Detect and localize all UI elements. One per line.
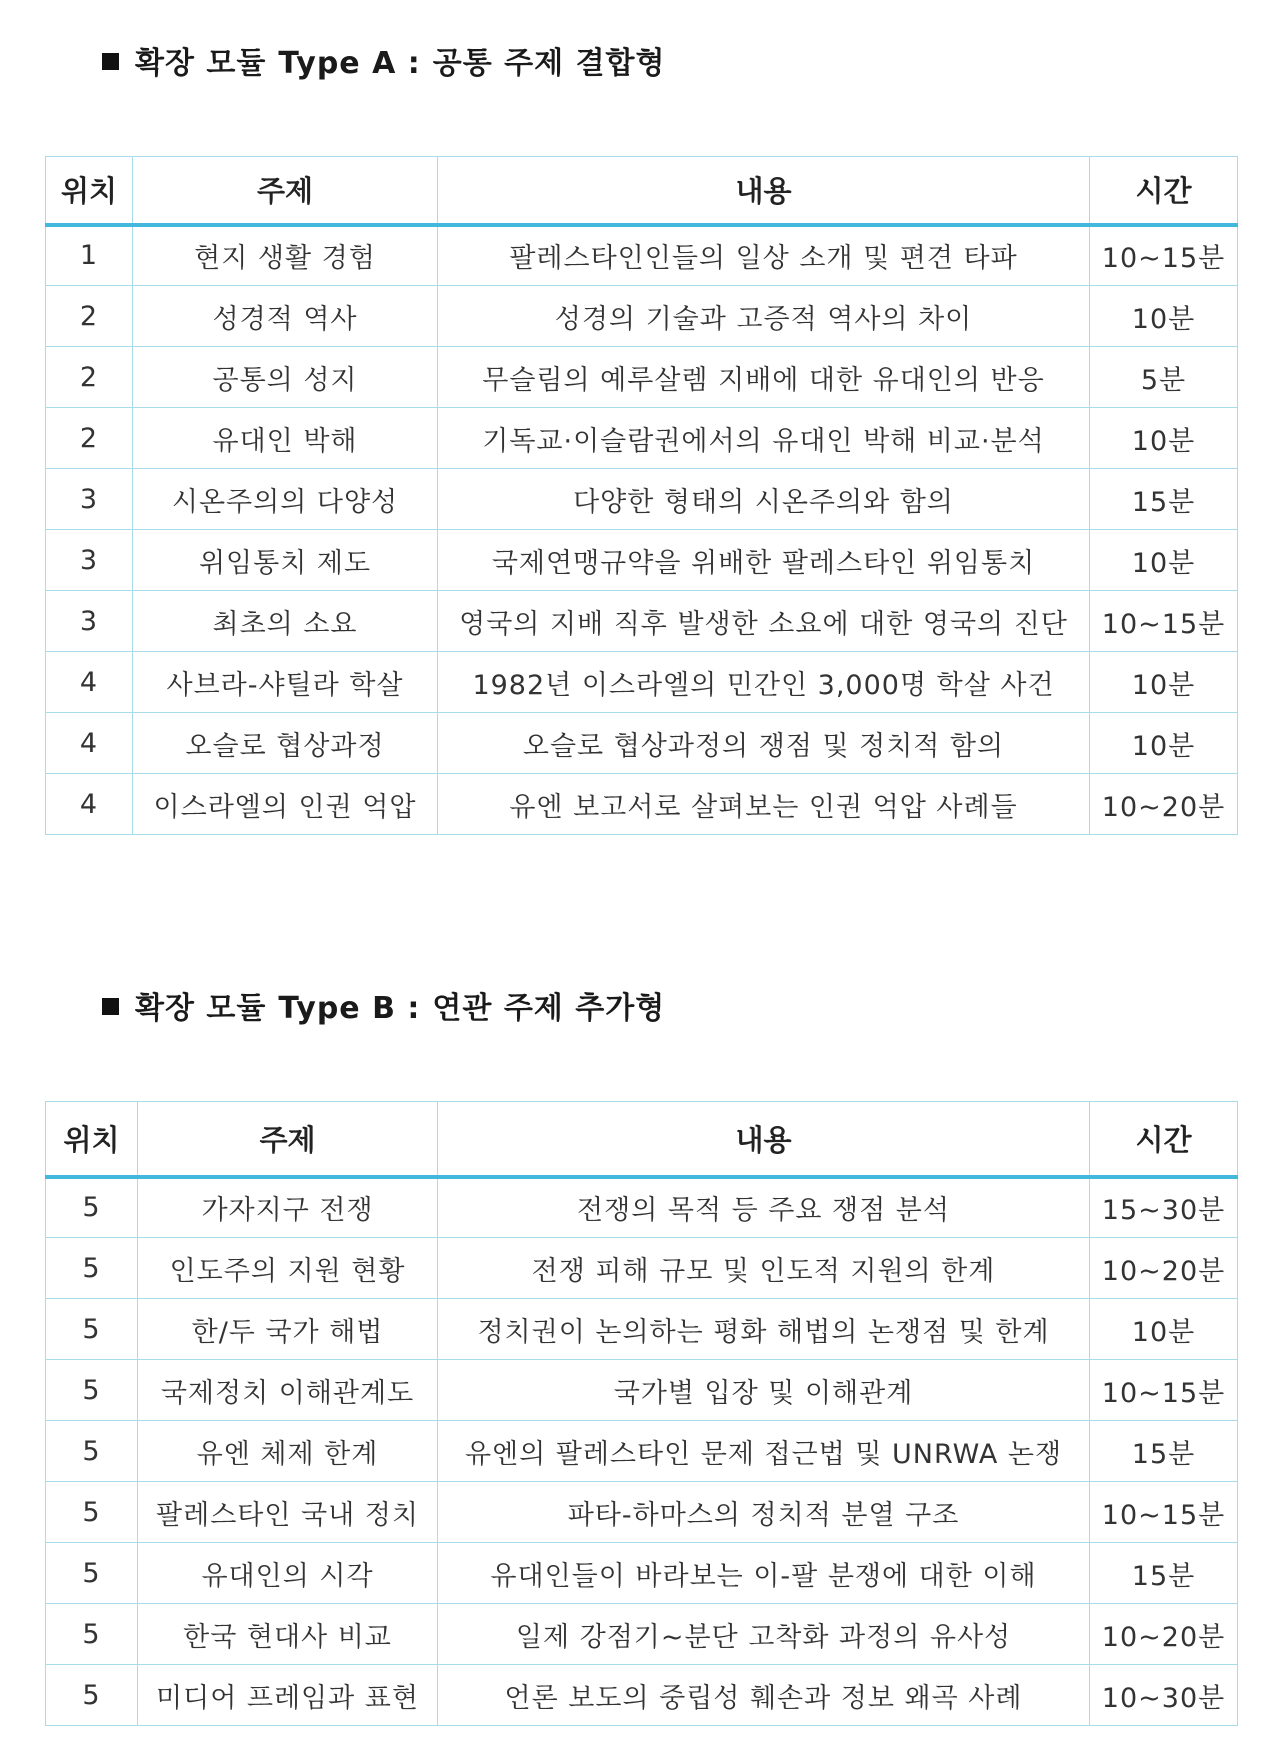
cell-position: 4 <box>46 774 133 835</box>
cell-topic: 최초의 소요 <box>133 591 438 652</box>
cell-content: 무슬림의 예루살렘 지배에 대한 유대인의 반응 <box>438 347 1090 408</box>
cell-topic: 현지 생활 경험 <box>133 225 438 286</box>
cell-time: 15분 <box>1090 1421 1238 1482</box>
square-bullet-icon <box>102 998 119 1015</box>
cell-content: 팔레스타인인들의 일상 소개 및 편견 타파 <box>438 225 1090 286</box>
cell-content: 언론 보도의 중립성 훼손과 정보 왜곡 사례 <box>438 1665 1090 1726</box>
cell-topic: 미디어 프레임과 표현 <box>138 1665 438 1726</box>
cell-topic: 한/두 국가 해법 <box>138 1299 438 1360</box>
module-a-table <box>45 156 1238 835</box>
column-header-topic: 주제 <box>133 157 438 225</box>
column-header-time: 시간 <box>1090 1102 1238 1177</box>
table-row <box>46 652 1238 713</box>
table-header-row <box>46 1102 1238 1177</box>
table-row <box>46 1299 1238 1360</box>
column-header-content: 내용 <box>438 1102 1090 1177</box>
cell-position: 5 <box>46 1421 138 1482</box>
table-row <box>46 1238 1238 1299</box>
cell-time: 10~20분 <box>1090 1238 1238 1299</box>
column-header-time: 시간 <box>1090 157 1238 225</box>
cell-time: 10~30분 <box>1090 1665 1238 1726</box>
table-row <box>46 1421 1238 1482</box>
cell-content: 영국의 지배 직후 발생한 소요에 대한 영국의 진단 <box>438 591 1090 652</box>
table-row <box>46 713 1238 774</box>
cell-content: 국가별 입장 및 이해관계 <box>438 1360 1090 1421</box>
cell-topic: 위임통치 제도 <box>133 530 438 591</box>
table-row <box>46 530 1238 591</box>
cell-time: 10~15분 <box>1090 591 1238 652</box>
table-row <box>46 591 1238 652</box>
cell-content: 기독교·이슬람권에서의 유대인 박해 비교·분석 <box>438 408 1090 469</box>
cell-content: 유엔 보고서로 살펴보는 인권 억압 사례들 <box>438 774 1090 835</box>
table-row <box>46 286 1238 347</box>
cell-topic: 공통의 성지 <box>133 347 438 408</box>
column-header-content: 내용 <box>438 157 1090 225</box>
cell-time: 10분 <box>1090 286 1238 347</box>
cell-position: 5 <box>46 1665 138 1726</box>
cell-position: 2 <box>46 408 133 469</box>
table-row <box>46 1665 1238 1726</box>
cell-topic: 유대인의 시각 <box>138 1543 438 1604</box>
cell-time: 10~15분 <box>1090 1482 1238 1543</box>
cell-time: 10분 <box>1090 652 1238 713</box>
cell-content: 유엔의 팔레스타인 문제 접근법 및 UNRWA 논쟁 <box>438 1421 1090 1482</box>
cell-position: 5 <box>46 1177 138 1238</box>
cell-topic: 성경적 역사 <box>133 286 438 347</box>
cell-position: 4 <box>46 713 133 774</box>
cell-content: 다양한 형태의 시온주의와 함의 <box>438 469 1090 530</box>
cell-time: 10~15분 <box>1090 1360 1238 1421</box>
column-header-position: 위치 <box>46 157 133 225</box>
cell-content: 전쟁 피해 규모 및 인도적 지원의 한계 <box>438 1238 1090 1299</box>
cell-content: 전쟁의 목적 등 주요 쟁점 분석 <box>438 1177 1090 1238</box>
cell-position: 1 <box>46 225 133 286</box>
table-row <box>46 1360 1238 1421</box>
cell-position: 5 <box>46 1482 138 1543</box>
cell-topic: 한국 현대사 비교 <box>138 1604 438 1665</box>
cell-time: 10분 <box>1090 713 1238 774</box>
cell-position: 4 <box>46 652 133 713</box>
cell-time: 15분 <box>1090 1543 1238 1604</box>
module-b-table <box>45 1101 1238 1726</box>
cell-topic: 유엔 체제 한계 <box>138 1421 438 1482</box>
module-b-title-name: 연관 주제 추가형 <box>432 991 666 1026</box>
cell-content: 일제 강점기~분단 고착화 과정의 유사성 <box>438 1604 1090 1665</box>
table-header-row <box>46 157 1238 225</box>
table-row <box>46 347 1238 408</box>
cell-content: 성경의 기술과 고증적 역사의 차이 <box>438 286 1090 347</box>
table-row <box>46 1482 1238 1543</box>
module-a-title <box>102 38 666 82</box>
cell-content: 정치권이 논의하는 평화 해법의 논쟁점 및 한계 <box>438 1299 1090 1360</box>
cell-topic: 사브라-샤틸라 학살 <box>133 652 438 713</box>
table-row <box>46 774 1238 835</box>
column-header-topic: 주제 <box>138 1102 438 1177</box>
cell-time: 10~20분 <box>1090 1604 1238 1665</box>
module-a-title-type: Type A : <box>278 46 421 81</box>
cell-content: 1982년 이스라엘의 민간인 3,000명 학살 사건 <box>438 652 1090 713</box>
module-a-title-name: 공통 주제 결합형 <box>432 46 666 81</box>
module-a-title-prefix: 확장 모듈 <box>135 46 267 81</box>
table-row <box>46 1177 1238 1238</box>
cell-position: 3 <box>46 591 133 652</box>
cell-topic: 유대인 박해 <box>133 408 438 469</box>
cell-time: 15분 <box>1090 469 1238 530</box>
module-b-title-prefix: 확장 모듈 <box>135 991 267 1026</box>
cell-content: 파타-하마스의 정치적 분열 구조 <box>438 1482 1090 1543</box>
cell-position: 2 <box>46 347 133 408</box>
cell-position: 3 <box>46 530 133 591</box>
cell-position: 5 <box>46 1238 138 1299</box>
cell-time: 10~15분 <box>1090 225 1238 286</box>
cell-time: 10~20분 <box>1090 774 1238 835</box>
cell-position: 5 <box>46 1299 138 1360</box>
cell-topic: 팔레스타인 국내 정치 <box>138 1482 438 1543</box>
cell-topic: 인도주의 지원 현황 <box>138 1238 438 1299</box>
table-row <box>46 1543 1238 1604</box>
cell-content: 오슬로 협상과정의 쟁점 및 정치적 함의 <box>438 713 1090 774</box>
cell-topic: 국제정치 이해관계도 <box>138 1360 438 1421</box>
cell-content: 유대인들이 바라보는 이-팔 분쟁에 대한 이해 <box>438 1543 1090 1604</box>
cell-position: 3 <box>46 469 133 530</box>
cell-topic: 시온주의의 다양성 <box>133 469 438 530</box>
cell-content: 국제연맹규약을 위배한 팔레스타인 위임통치 <box>438 530 1090 591</box>
cell-position: 2 <box>46 286 133 347</box>
table-row <box>46 469 1238 530</box>
cell-topic: 가자지구 전쟁 <box>138 1177 438 1238</box>
cell-position: 5 <box>46 1360 138 1421</box>
square-bullet-icon <box>102 53 119 70</box>
column-header-position: 위치 <box>46 1102 138 1177</box>
module-b-title <box>102 983 665 1027</box>
cell-time: 15~30분 <box>1090 1177 1238 1238</box>
table-row <box>46 225 1238 286</box>
cell-topic: 오슬로 협상과정 <box>133 713 438 774</box>
module-b-title-type: Type B : <box>278 991 421 1026</box>
cell-position: 5 <box>46 1604 138 1665</box>
cell-time: 10분 <box>1090 530 1238 591</box>
cell-time: 10분 <box>1090 1299 1238 1360</box>
cell-position: 5 <box>46 1543 138 1604</box>
cell-time: 5분 <box>1090 347 1238 408</box>
cell-topic: 이스라엘의 인권 억압 <box>133 774 438 835</box>
table-row <box>46 408 1238 469</box>
table-row <box>46 1604 1238 1665</box>
cell-time: 10분 <box>1090 408 1238 469</box>
